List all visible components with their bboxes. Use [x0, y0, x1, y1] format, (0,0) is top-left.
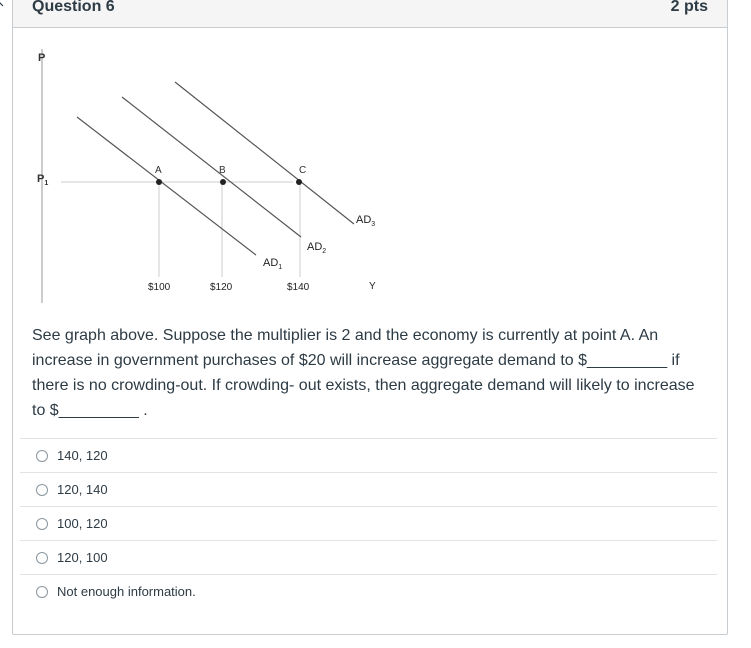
answer-list — [20, 438, 717, 609]
answer-option[interactable] — [20, 541, 717, 575]
answer-option[interactable] — [20, 575, 717, 609]
radio-button[interactable] — [36, 450, 48, 462]
point-a-label: A — [155, 165, 162, 176]
y-axis-label: P — [38, 52, 46, 64]
answer-label: 140, 120 — [57, 447, 108, 463]
point-c-label: C — [299, 165, 307, 176]
answer-label: Not enough information. — [57, 584, 196, 599]
answer-label: 120, 100 — [57, 549, 108, 565]
ad3-curve — [175, 82, 354, 224]
question-card — [12, 0, 728, 635]
ad1-curve — [77, 117, 256, 255]
p1-label: $P_1$ — [37, 173, 49, 187]
ad2-curve — [122, 97, 301, 237]
answer-option[interactable] — [20, 473, 717, 507]
ad3-label: $AD_3$ — [356, 214, 376, 228]
radio-button[interactable] — [36, 484, 48, 496]
answer-option[interactable] — [20, 439, 717, 473]
question-text: See graph above. Suppose the multiplier is 2 and the economy is currently at point A. An increase in government purchases of $20 will increase aggregate demand to $_________ if there is no crowding-out. If crowding- out exists, then aggregate demand will likely to increase to $_________ . — [32, 327, 695, 419]
x-tick-140: $140 — [287, 282, 310, 293]
point-a — [156, 179, 162, 185]
chevron-left-icon[interactable] — [0, 0, 8, 8]
radio-button[interactable] — [36, 586, 48, 598]
point-b-label: B — [219, 165, 226, 176]
ad2-label: $AD_2$ — [307, 241, 327, 255]
x-tick-120: $120 — [210, 282, 233, 293]
answer-label: 100, 120 — [57, 515, 108, 531]
point-c — [296, 179, 302, 185]
radio-button[interactable] — [36, 518, 48, 530]
question-points: 2 pts — [670, 0, 708, 15]
ad1-label: $AD_1$ — [263, 257, 283, 271]
point-b — [220, 179, 226, 185]
radio-button[interactable] — [36, 552, 48, 564]
x-axis-label: Y — [369, 281, 376, 292]
question-title: Question 6 — [32, 0, 115, 15]
question-header — [13, 0, 727, 28]
answer-option[interactable] — [20, 507, 717, 541]
answer-label: 120, 140 — [57, 481, 108, 497]
ad-graph — [31, 49, 391, 309]
x-tick-100: $100 — [148, 282, 171, 293]
